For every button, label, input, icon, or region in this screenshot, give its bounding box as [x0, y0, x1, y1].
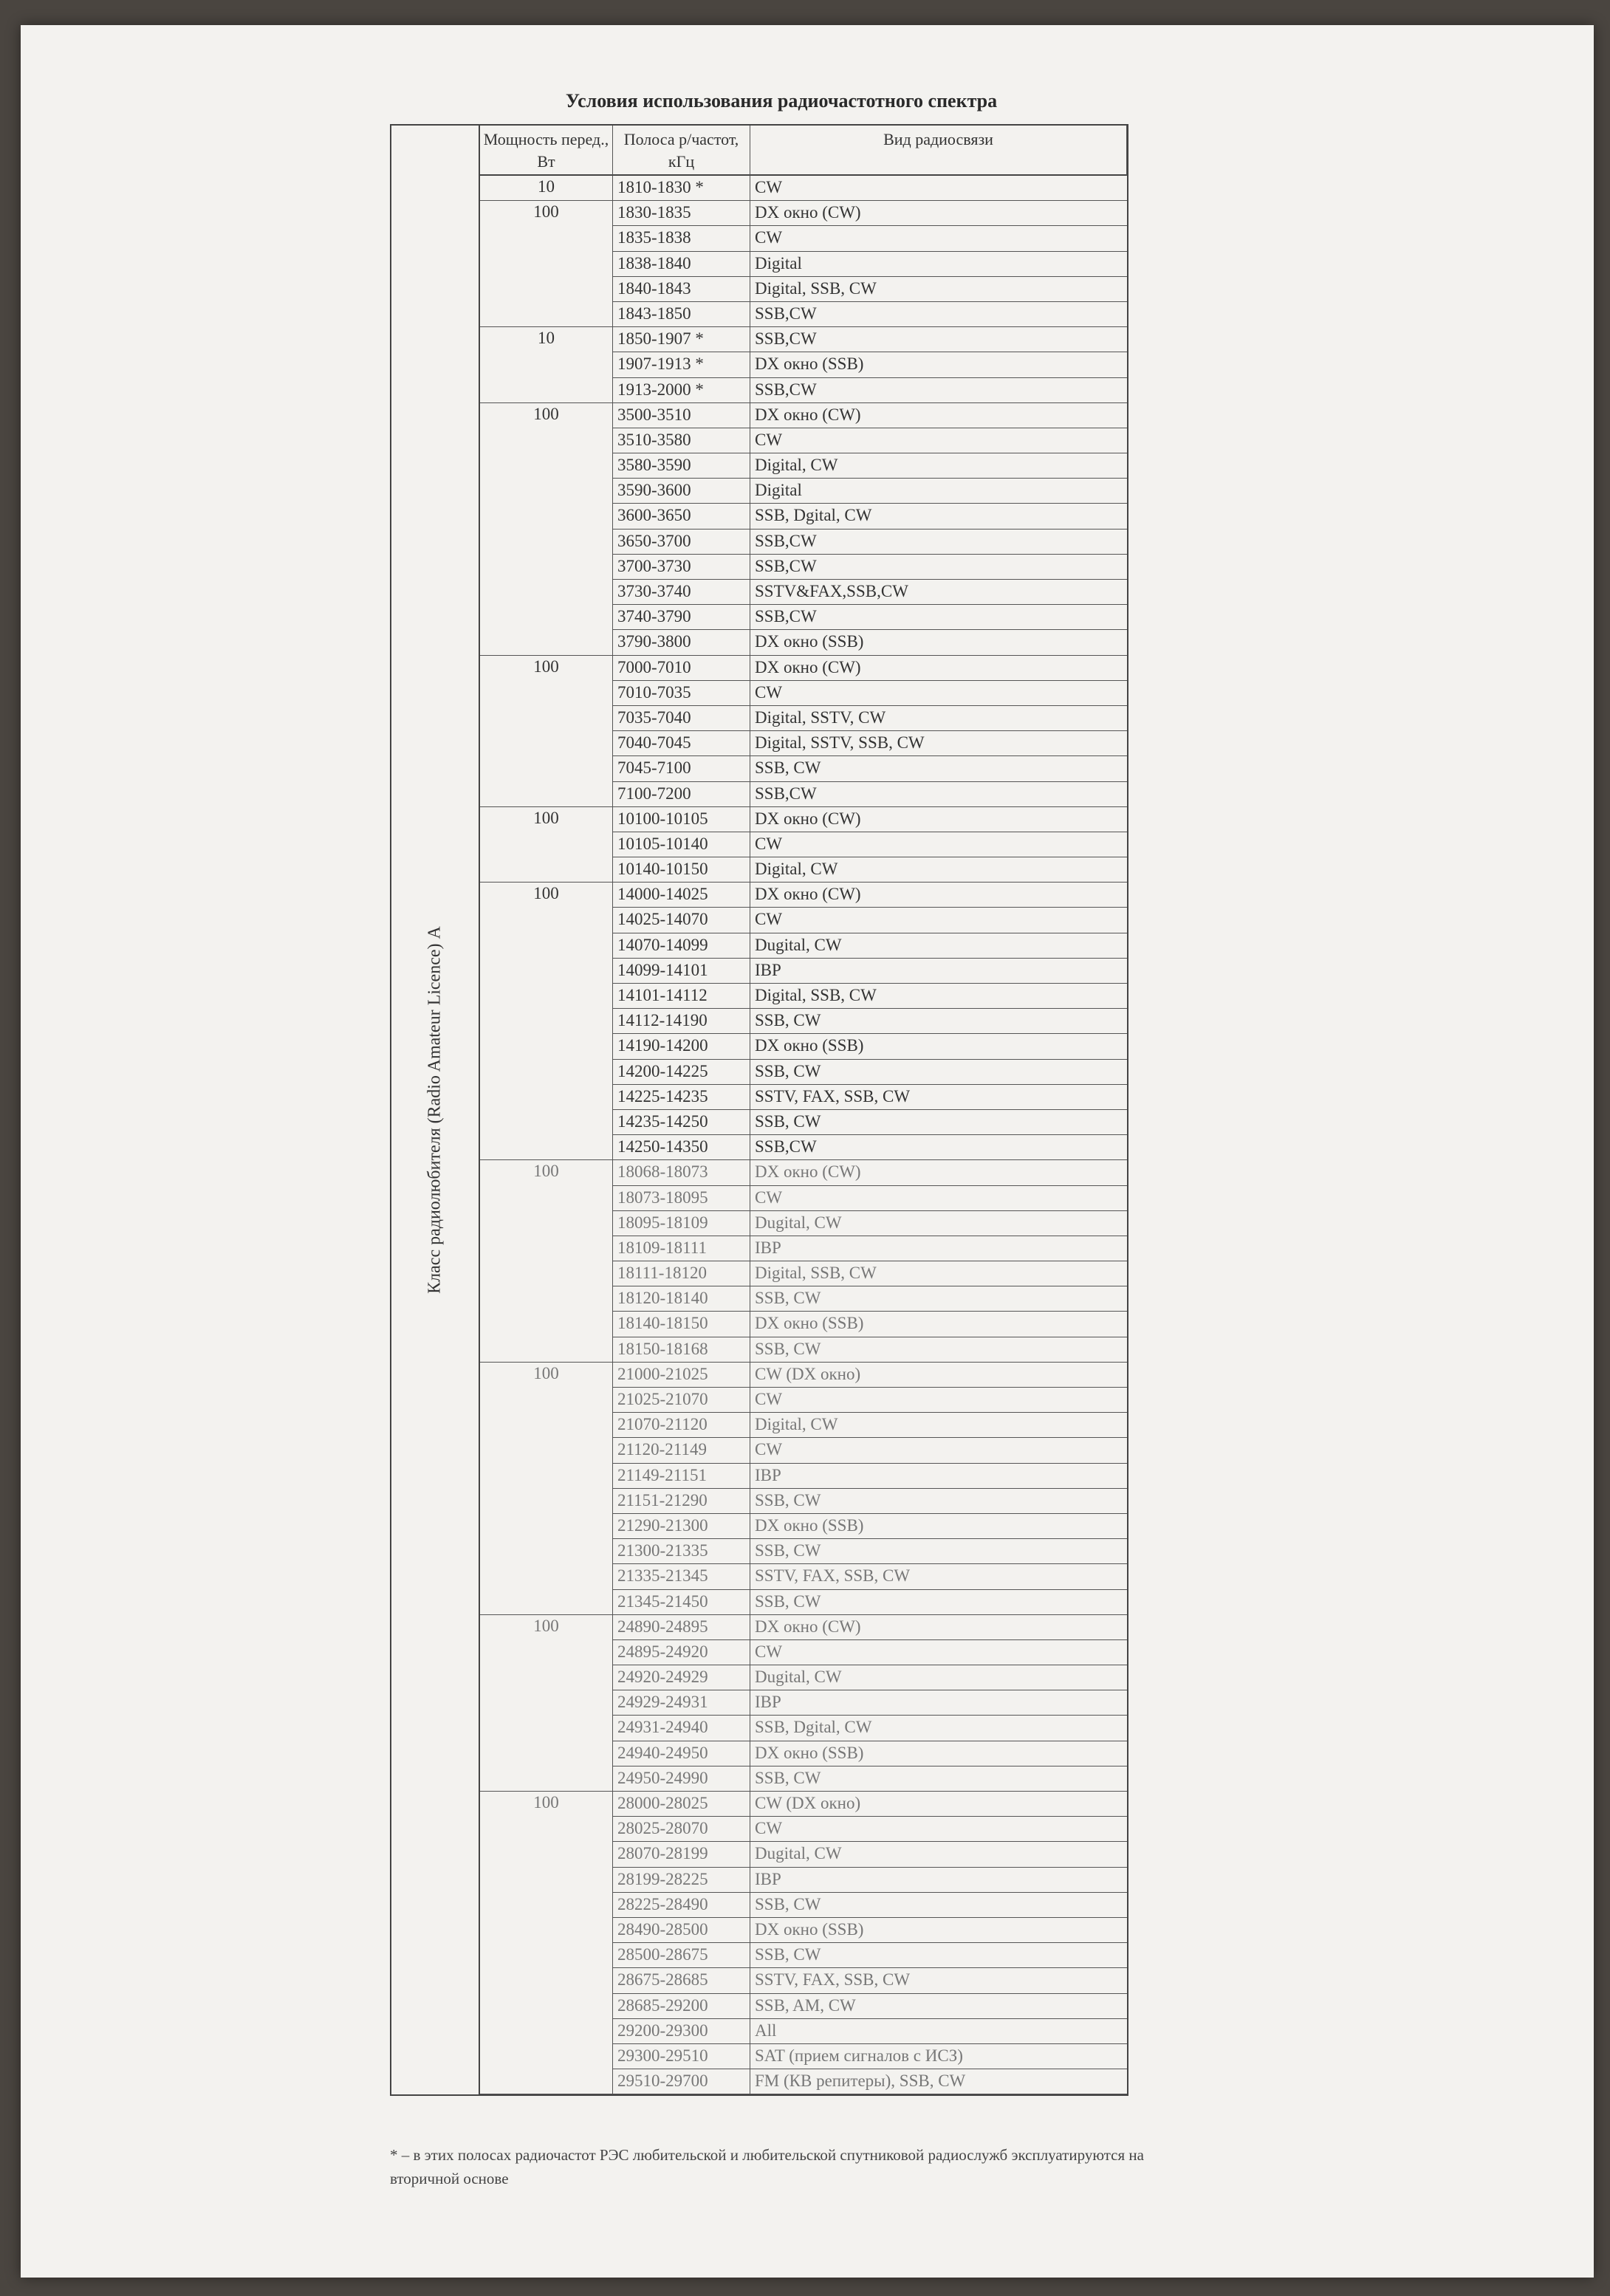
table-grid	[480, 126, 1127, 2094]
mode-cell: DX окно (CW)	[750, 1615, 1127, 1640]
band-cell: 18111-18120	[613, 1261, 750, 1286]
band-cell: 14000-14025	[613, 883, 750, 908]
header-band: Полоса р/частот, кГц	[613, 126, 750, 176]
mode-cell: SSB,CW	[750, 1135, 1127, 1160]
band-cell: 7035-7040	[613, 706, 750, 731]
spectrum-table	[390, 124, 1128, 2096]
band-cell: 14112-14190	[613, 1009, 750, 1034]
band-cell: 7040-7045	[613, 731, 750, 756]
band-cell: 3500-3510	[613, 403, 750, 428]
mode-cell: SSB, CW	[750, 1286, 1127, 1312]
band-cell: 18120-18140	[613, 1286, 750, 1312]
mode-cell: Digital, CW	[750, 857, 1127, 883]
band-cell: 14025-14070	[613, 908, 750, 933]
mode-cell: SSB, Dgital, CW	[750, 504, 1127, 529]
band-cell: 3580-3590	[613, 453, 750, 479]
band-cell: 1838-1840	[613, 252, 750, 277]
mode-cell: IBP	[750, 959, 1127, 984]
paper-sheet	[21, 25, 1594, 2278]
mode-cell: DX окно (SSB)	[750, 352, 1127, 377]
mode-cell: SSB,CW	[750, 555, 1127, 580]
band-cell: 1907-1913 *	[613, 352, 750, 377]
mode-cell: SSTV, FAX, SSB, CW	[750, 1564, 1127, 1589]
band-cell: 29510-29700	[613, 2069, 750, 2094]
power-cell: 100	[480, 1363, 613, 1615]
mode-cell: SSB, CW	[750, 1060, 1127, 1085]
band-cell: 28000-28025	[613, 1792, 750, 1817]
mode-cell: Digital, CW	[750, 453, 1127, 479]
mode-cell: SSB, Dgital, CW	[750, 1716, 1127, 1741]
band-cell: 3790-3800	[613, 630, 750, 655]
band-cell: 14250-14350	[613, 1135, 750, 1160]
band-cell: 14190-14200	[613, 1034, 750, 1059]
document-title: Условия использования радиочастотного спектра	[565, 90, 998, 112]
band-cell: 21070-21120	[613, 1413, 750, 1438]
licence-class-column	[391, 126, 480, 2094]
mode-cell: DX окно (SSB)	[750, 1312, 1127, 1337]
mode-cell: SSB, CW	[750, 1893, 1127, 1918]
mode-cell: DX окно (CW)	[750, 656, 1127, 681]
band-cell: 3590-3600	[613, 479, 750, 504]
mode-cell: SSTV, FAX, SSB, CW	[750, 1085, 1127, 1110]
band-cell: 21290-21300	[613, 1514, 750, 1539]
header-mode: Вид радиосвязи	[750, 126, 1127, 176]
mode-cell: SSB,CW	[750, 327, 1127, 352]
mode-cell: SSB,CW	[750, 302, 1127, 327]
mode-cell: SSB, CW	[750, 756, 1127, 781]
band-cell: 3600-3650	[613, 504, 750, 529]
mode-cell: IBP	[750, 1868, 1127, 1893]
mode-cell: Digital, SSB, CW	[750, 984, 1127, 1009]
mode-cell: SSB,CW	[750, 530, 1127, 555]
mode-cell: CW	[750, 226, 1127, 251]
mode-cell: SAT (прием сигналов с ИСЗ)	[750, 2044, 1127, 2069]
power-cell: 100	[480, 807, 613, 883]
band-cell: 21000-21025	[613, 1363, 750, 1388]
mode-cell: SSB, CW	[750, 1590, 1127, 1615]
mode-cell: DX окно (SSB)	[750, 1741, 1127, 1766]
mode-cell: SSB,CW	[750, 782, 1127, 807]
mode-cell: DX окно (CW)	[750, 201, 1127, 226]
band-cell: 28025-28070	[613, 1817, 750, 1842]
mode-cell: DX окно (CW)	[750, 1160, 1127, 1185]
mode-cell: DX окно (SSB)	[750, 630, 1127, 655]
band-cell: 28199-28225	[613, 1868, 750, 1893]
mode-cell: Digital, SSB, CW	[750, 1261, 1127, 1286]
header-power: Мощность перед., Вт	[480, 126, 613, 176]
band-cell: 21120-21149	[613, 1438, 750, 1463]
mode-cell: CW	[750, 1438, 1127, 1463]
mode-cell: IBP	[750, 1236, 1127, 1261]
mode-cell: DX окно (CW)	[750, 883, 1127, 908]
band-cell: 7100-7200	[613, 782, 750, 807]
band-cell: 10105-10140	[613, 832, 750, 857]
band-cell: 7000-7010	[613, 656, 750, 681]
band-cell: 1840-1843	[613, 277, 750, 302]
mode-cell: CW	[750, 1640, 1127, 1665]
mode-cell: SSB, AM, CW	[750, 1994, 1127, 2019]
band-cell: 14225-14235	[613, 1085, 750, 1110]
band-cell: 1810-1830 *	[613, 176, 750, 201]
band-cell: 24920-24929	[613, 1665, 750, 1690]
mode-cell: CW (DX окно)	[750, 1792, 1127, 1817]
band-cell: 3740-3790	[613, 605, 750, 630]
mode-cell: Digital	[750, 252, 1127, 277]
band-cell: 21335-21345	[613, 1564, 750, 1589]
band-cell: 18073-18095	[613, 1186, 750, 1211]
band-cell: 24950-24990	[613, 1766, 750, 1792]
mode-cell: SSB, CW	[750, 1337, 1127, 1363]
band-cell: 3730-3740	[613, 580, 750, 605]
power-cell: 100	[480, 201, 613, 327]
mode-cell: SSB, CW	[750, 1009, 1127, 1034]
mode-cell: DX окно (CW)	[750, 403, 1127, 428]
band-cell: 18150-18168	[613, 1337, 750, 1363]
band-cell: 28675-28685	[613, 1968, 750, 1993]
mode-cell: Digital, SSB, CW	[750, 277, 1127, 302]
power-cell: 100	[480, 1160, 613, 1363]
mode-cell: SSB,CW	[750, 378, 1127, 403]
band-cell: 24931-24940	[613, 1716, 750, 1741]
mode-cell: Dugital, CW	[750, 1842, 1127, 1867]
band-cell: 21345-21450	[613, 1590, 750, 1615]
mode-cell: Digital	[750, 479, 1127, 504]
power-cell: 100	[480, 403, 613, 656]
footnote: * – в этих полосах радиочастот РЭС любительской и любительской спутниковой радиослужб эксплуатируются на вторичной основе	[390, 2146, 1144, 2187]
power-cell: 10	[480, 176, 613, 201]
band-cell: 18068-18073	[613, 1160, 750, 1185]
band-cell: 14070-14099	[613, 933, 750, 959]
licence-class-label: Класс радиолюбителя (Radio Amateur Licence) A	[425, 926, 445, 1294]
mode-cell: SSB, CW	[750, 1766, 1127, 1792]
band-cell: 14099-14101	[613, 959, 750, 984]
band-cell: 24940-24950	[613, 1741, 750, 1766]
band-cell: 3650-3700	[613, 530, 750, 555]
mode-cell: SSTV, FAX, SSB, CW	[750, 1968, 1127, 1993]
band-cell: 10100-10105	[613, 807, 750, 832]
mode-cell: Digital, CW	[750, 1413, 1127, 1438]
mode-cell: SSB, CW	[750, 1943, 1127, 1968]
mode-cell: CW	[750, 1817, 1127, 1842]
band-cell: 18095-18109	[613, 1211, 750, 1236]
mode-cell: IBP	[750, 1464, 1127, 1489]
band-cell: 18109-18111	[613, 1236, 750, 1261]
mode-cell: SSB,CW	[750, 605, 1127, 630]
band-cell: 28685-29200	[613, 1994, 750, 2019]
band-cell: 21149-21151	[613, 1464, 750, 1489]
mode-cell: DX окно (SSB)	[750, 1918, 1127, 1943]
band-cell: 1830-1835	[613, 201, 750, 226]
power-cell: 100	[480, 656, 613, 807]
band-cell: 14200-14225	[613, 1060, 750, 1085]
band-cell: 28500-28675	[613, 1943, 750, 1968]
mode-cell: DX окно (SSB)	[750, 1034, 1127, 1059]
mode-cell: IBP	[750, 1690, 1127, 1716]
band-cell: 14235-14250	[613, 1110, 750, 1135]
power-cell: 100	[480, 883, 613, 1160]
band-cell: 21151-21290	[613, 1489, 750, 1514]
band-cell: 3700-3730	[613, 555, 750, 580]
power-cell: 100	[480, 1615, 613, 1792]
band-cell: 7010-7035	[613, 681, 750, 706]
band-cell: 29300-29510	[613, 2044, 750, 2069]
band-cell: 1913-2000 *	[613, 378, 750, 403]
band-cell: 24895-24920	[613, 1640, 750, 1665]
band-cell: 28225-28490	[613, 1893, 750, 1918]
mode-cell: Dugital, CW	[750, 1211, 1127, 1236]
mode-cell: SSTV&FAX,SSB,CW	[750, 580, 1127, 605]
mode-cell: Digital, SSTV, CW	[750, 706, 1127, 731]
band-cell: 18140-18150	[613, 1312, 750, 1337]
mode-cell: CW	[750, 681, 1127, 706]
mode-cell: SSB, CW	[750, 1110, 1127, 1135]
band-cell: 1843-1850	[613, 302, 750, 327]
mode-cell: SSB, CW	[750, 1489, 1127, 1514]
mode-cell: Dugital, CW	[750, 1665, 1127, 1690]
band-cell: 28070-28199	[613, 1842, 750, 1867]
band-cell: 21025-21070	[613, 1388, 750, 1413]
mode-cell: FM (КВ репитеры), SSB, CW	[750, 2069, 1127, 2094]
power-cell: 100	[480, 1792, 613, 2094]
band-cell: 7045-7100	[613, 756, 750, 781]
mode-cell: SSB, CW	[750, 1539, 1127, 1564]
band-cell: 28490-28500	[613, 1918, 750, 1943]
band-cell: 10140-10150	[613, 857, 750, 883]
band-cell: 24929-24931	[613, 1690, 750, 1716]
mode-cell: CW	[750, 428, 1127, 453]
mode-cell: DX окно (CW)	[750, 807, 1127, 832]
mode-cell: Dugital, CW	[750, 933, 1127, 959]
power-cell: 10	[480, 327, 613, 403]
band-cell: 24890-24895	[613, 1615, 750, 1640]
band-cell: 29200-29300	[613, 2019, 750, 2044]
mode-cell: CW	[750, 1388, 1127, 1413]
mode-cell: DX окно (SSB)	[750, 1514, 1127, 1539]
mode-cell: Digital, SSTV, SSB, CW	[750, 731, 1127, 756]
mode-cell: CW	[750, 1186, 1127, 1211]
band-cell: 3510-3580	[613, 428, 750, 453]
mode-cell: CW (DX окно)	[750, 1363, 1127, 1388]
band-cell: 1835-1838	[613, 226, 750, 251]
mode-cell: All	[750, 2019, 1127, 2044]
band-cell: 21300-21335	[613, 1539, 750, 1564]
mode-cell: CW	[750, 908, 1127, 933]
band-cell: 1850-1907 *	[613, 327, 750, 352]
mode-cell: CW	[750, 832, 1127, 857]
mode-cell: CW	[750, 176, 1127, 201]
band-cell: 14101-14112	[613, 984, 750, 1009]
